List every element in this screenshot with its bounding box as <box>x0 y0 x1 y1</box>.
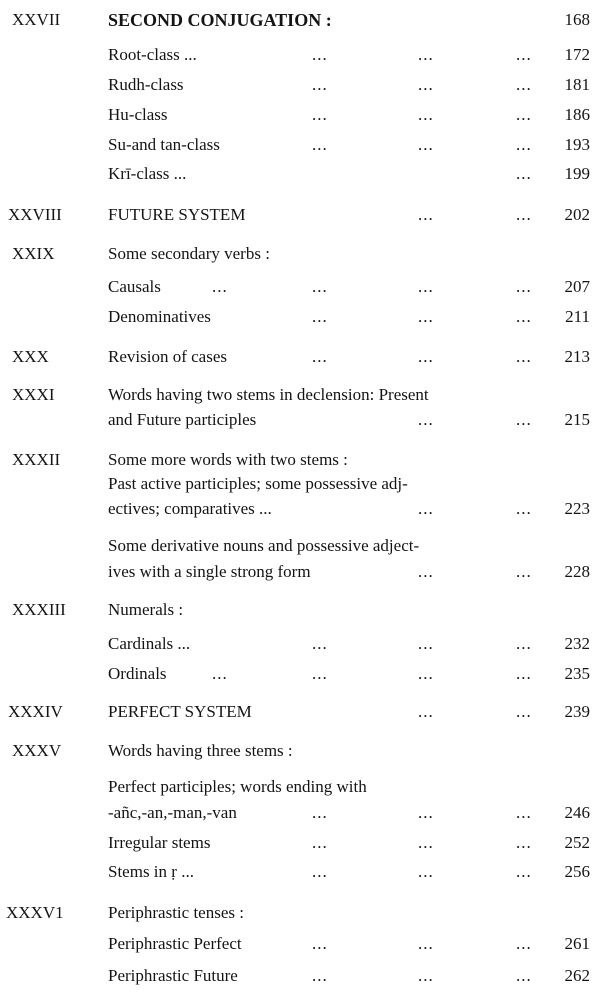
entry-title: FUTURE SYSTEM <box>108 205 246 224</box>
toc-entry <box>0 901 600 925</box>
toc-entry <box>0 73 600 97</box>
leader-dots: ... <box>418 803 434 822</box>
toc-entry <box>0 305 600 329</box>
entry-title: Rudh-class <box>108 75 184 94</box>
entry-title: ectives; comparatives ... <box>108 499 272 518</box>
leader-dots: ... <box>516 410 532 429</box>
entry-title: Stems in ṛ ... <box>108 862 194 881</box>
leader-dots: ... <box>418 205 434 224</box>
toc-entry <box>0 203 600 227</box>
toc-entry <box>0 700 600 724</box>
page-number: 262 <box>564 966 590 985</box>
leader-dots: ... <box>312 934 328 953</box>
leader-dots: ... <box>418 562 434 581</box>
leader-dots: ... <box>418 75 434 94</box>
entry-title: PERFECT SYSTEM <box>108 702 252 721</box>
leader-dots: ... <box>418 833 434 852</box>
entry-title: Periphrastic Future <box>108 966 238 985</box>
leader-dots: ... <box>312 347 328 366</box>
leader-dots: ... <box>312 664 328 683</box>
toc-entry <box>0 8 600 32</box>
entry-title: Numerals : <box>108 600 184 619</box>
page-number: 186 <box>564 105 590 124</box>
page-number: 246 <box>564 803 590 822</box>
entry-title: Words having three stems : <box>108 741 293 760</box>
entry-title: Some secondary verbs : <box>108 244 270 263</box>
page-number: 168 <box>564 10 590 29</box>
page-number: 193 <box>564 135 590 154</box>
chapter-number: XXXIV <box>8 702 63 721</box>
toc-entry <box>0 448 600 472</box>
leader-dots: ... <box>516 307 532 326</box>
toc-entry <box>0 133 600 157</box>
page-number: 199 <box>564 164 590 183</box>
toc-entry <box>0 472 600 496</box>
leader-dots: ... <box>516 562 532 581</box>
entry-title: Krī-class ... <box>108 164 187 183</box>
leader-dots: ... <box>418 277 434 296</box>
toc-entry <box>0 345 600 369</box>
leader-dots: ... <box>312 634 328 653</box>
leader-dots: ... <box>516 135 532 154</box>
toc-entry <box>0 162 600 186</box>
entry-title: ives with a single strong form <box>108 562 311 581</box>
toc-entry <box>0 383 600 407</box>
toc-entry <box>0 43 600 67</box>
page-number: 215 <box>564 410 590 429</box>
leader-dots: ... <box>418 499 434 518</box>
leader-dots: ... <box>516 634 532 653</box>
leader-dots: ... <box>312 45 328 64</box>
chapter-number: XXXIII <box>12 600 66 619</box>
entry-title: Some derivative nouns and possessive adject- <box>108 536 420 555</box>
leader-dots: ... <box>312 307 328 326</box>
page-number: 232 <box>564 634 590 653</box>
entry-title: Ordinals <box>108 664 167 683</box>
toc-entry <box>0 275 600 299</box>
leader-dots: ... <box>516 862 532 881</box>
leader-dots: ... <box>312 862 328 881</box>
leader-dots: ... <box>418 307 434 326</box>
entry-title: SECOND CONJUGATION : <box>108 10 332 30</box>
leader-dots: ... <box>516 966 532 985</box>
leader-dots: ... <box>516 833 532 852</box>
leader-dots: ... <box>312 135 328 154</box>
leader-dots: ... <box>516 934 532 953</box>
entry-title: Root-class ... <box>108 45 197 64</box>
chapter-number: XXVIII <box>8 205 62 224</box>
leader-dots: ... <box>312 803 328 822</box>
entry-title: Past active participles; some possessive adj- <box>108 474 408 493</box>
toc-entry <box>0 242 600 266</box>
leader-dots: ... <box>418 934 434 953</box>
leader-dots: ... <box>516 75 532 94</box>
leader-dots: ... <box>516 105 532 124</box>
toc-entry <box>0 739 600 763</box>
leader-dots: ... <box>212 664 228 683</box>
page-number: 261 <box>564 934 590 953</box>
leader-dots: ... <box>516 664 532 683</box>
toc-entry <box>0 534 600 558</box>
toc-entry <box>0 831 600 855</box>
leader-dots: ... <box>418 862 434 881</box>
chapter-number: XXIX <box>12 244 55 263</box>
toc-entry <box>0 932 600 956</box>
leader-dots: ... <box>312 75 328 94</box>
toc-entry <box>0 801 600 825</box>
toc-entry <box>0 775 600 799</box>
leader-dots: ... <box>418 347 434 366</box>
entry-title: and Future participles <box>108 410 257 429</box>
toc-entry <box>0 560 600 584</box>
entry-title: Periphrastic Perfect <box>108 934 242 953</box>
leader-dots: ... <box>418 45 434 64</box>
page-number: 202 <box>564 205 590 224</box>
leader-dots: ... <box>312 277 328 296</box>
leader-dots: ... <box>418 105 434 124</box>
leader-dots: ... <box>516 347 532 366</box>
entry-title: Periphrastic tenses : <box>108 903 244 922</box>
leader-dots: ... <box>516 205 532 224</box>
page-number: 239 <box>564 702 590 721</box>
leader-dots: ... <box>516 277 532 296</box>
toc-entry <box>0 598 600 622</box>
page-number: 252 <box>564 833 590 852</box>
leader-dots: ... <box>516 164 532 183</box>
leader-dots: ... <box>418 410 434 429</box>
leader-dots: ... <box>312 966 328 985</box>
page-number: 223 <box>564 499 590 518</box>
entry-title: Su-and tan-class <box>108 135 220 154</box>
page-number: 228 <box>564 562 590 581</box>
entry-title: Irregular stems <box>108 833 211 852</box>
page-number: 172 <box>564 45 590 64</box>
page-number: 256 <box>564 862 590 881</box>
entry-title: Some more words with two stems : <box>108 450 348 469</box>
toc-entry <box>0 662 600 686</box>
leader-dots: ... <box>418 966 434 985</box>
toc-entry <box>0 408 600 432</box>
leader-dots: ... <box>516 45 532 64</box>
entry-title: -añc,-an,-man,-van <box>108 803 237 822</box>
chapter-number: XXXI <box>12 385 55 404</box>
chapter-number: XXXV1 <box>6 903 64 922</box>
entry-title: Cardinals ... <box>108 634 191 653</box>
leader-dots: ... <box>418 664 434 683</box>
entry-title: Denominatives <box>108 307 211 326</box>
toc-entry <box>0 964 600 988</box>
toc-entry <box>0 103 600 127</box>
page-number: 211 <box>565 307 590 326</box>
chapter-number: XXXV <box>12 741 62 760</box>
leader-dots: ... <box>516 702 532 721</box>
page-number: 181 <box>564 75 590 94</box>
chapter-number: XXX <box>12 347 49 366</box>
entry-title: Causals <box>108 277 161 296</box>
entry-title: Perfect participles; words ending with <box>108 777 367 796</box>
page-number: 213 <box>564 347 590 366</box>
leader-dots: ... <box>418 702 434 721</box>
entry-title: Words having two stems in declension: Present <box>108 385 429 404</box>
entry-title: Revision of cases <box>108 347 227 366</box>
toc-entry <box>0 860 600 884</box>
leader-dots: ... <box>312 105 328 124</box>
leader-dots: ... <box>516 499 532 518</box>
leader-dots: ... <box>312 833 328 852</box>
page-number: 207 <box>564 277 590 296</box>
leader-dots: ... <box>516 803 532 822</box>
leader-dots: ... <box>418 135 434 154</box>
chapter-number: XXXII <box>12 450 61 469</box>
toc-entry <box>0 632 600 656</box>
entry-title: Hu-class <box>108 105 168 124</box>
toc-entry <box>0 497 600 521</box>
leader-dots: ... <box>212 277 228 296</box>
leader-dots: ... <box>418 634 434 653</box>
page-number: 235 <box>564 664 590 683</box>
chapter-number: XXVII <box>12 10 61 29</box>
